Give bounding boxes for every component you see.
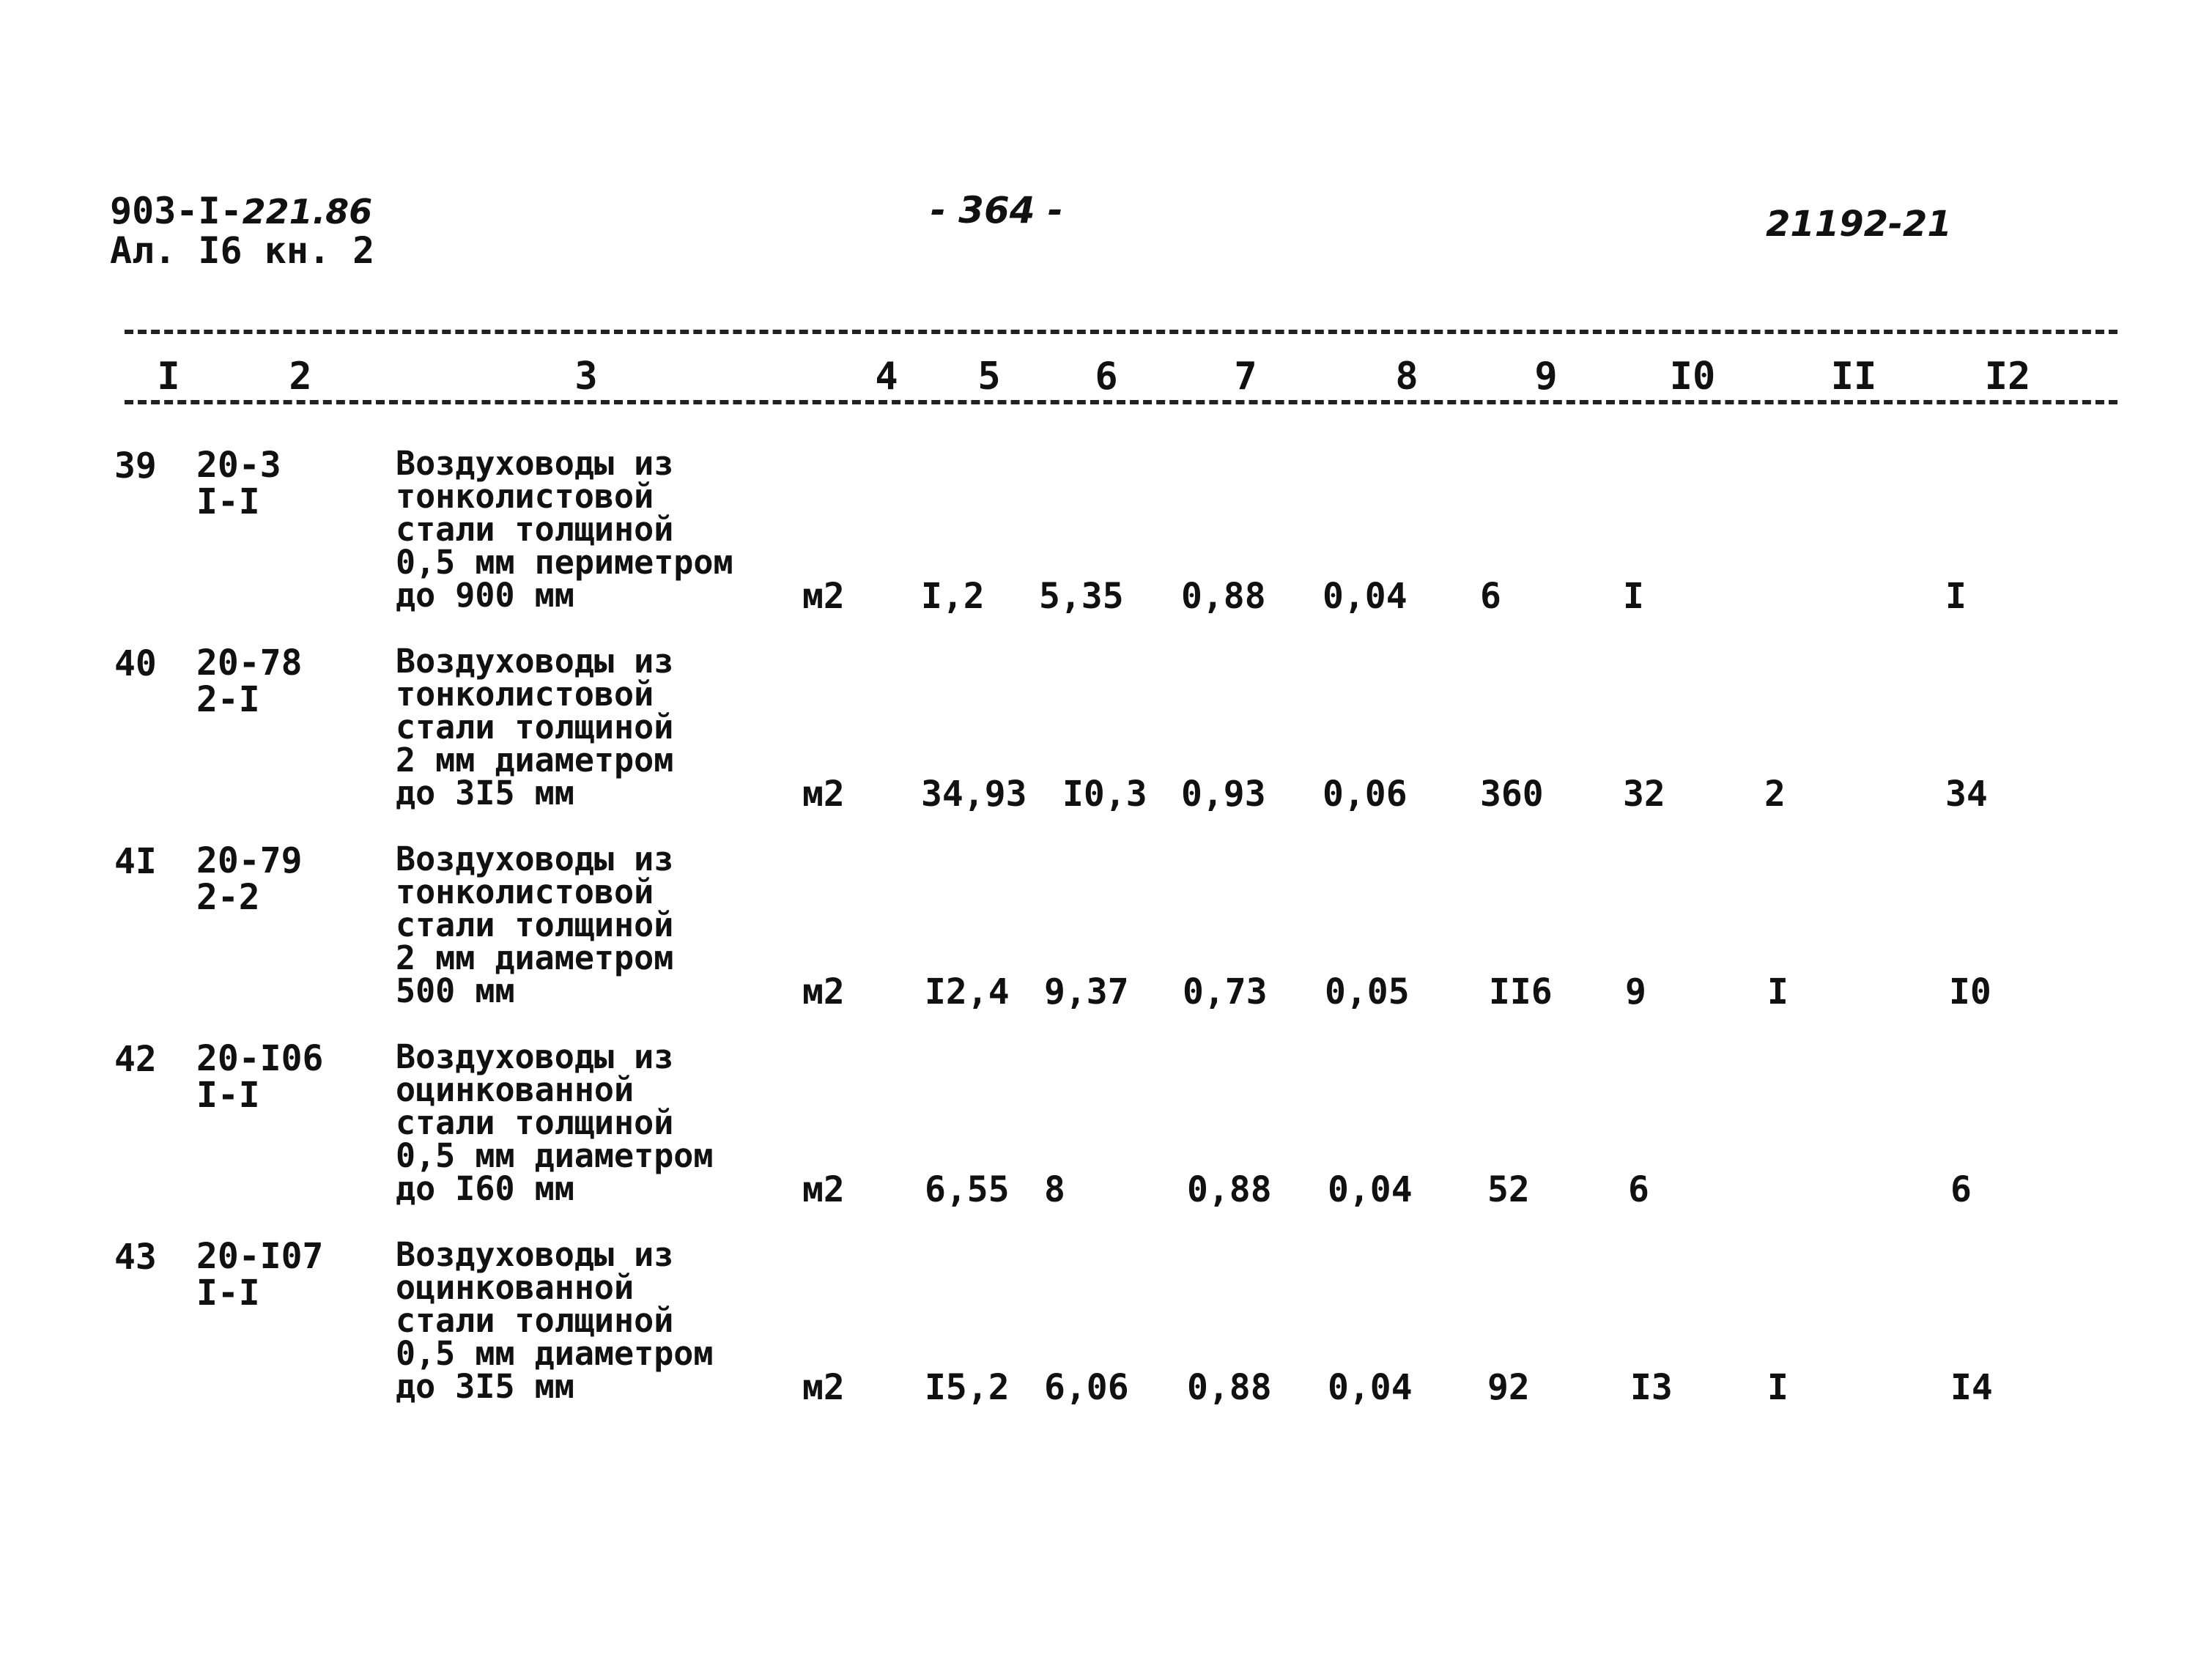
cell-col10: 9 <box>1625 971 1646 1012</box>
norm-code: 20-I07 I-I <box>196 1236 324 1314</box>
work-description: Воздуховоды из оцинкованной стали толщиной 0,5 мм диаметром до 3I5 мм <box>396 1235 714 1406</box>
cell-col12: 6 <box>1950 1169 1972 1210</box>
work-description: Воздуховоды из тонколистовой стали толщиной 2 мм диаметром 500 мм <box>396 840 674 1010</box>
cell-col7: 0,88 <box>1187 1169 1272 1210</box>
work-description: Воздуховоды из оцинкованной стали толщиной 0,5 мм диаметром до I60 мм <box>396 1037 714 1208</box>
archive-number: 21192-21 <box>1766 204 1952 245</box>
header-bottom-rule <box>125 400 2117 404</box>
cell-col12: I0 <box>1949 971 1991 1012</box>
cell-col5: 34,93 <box>921 774 1027 815</box>
table-row <box>0 1037 2212 1231</box>
cell-col6: 8 <box>1044 1169 1065 1210</box>
cell-col10: 32 <box>1623 774 1665 815</box>
cell-col9: 360 <box>1480 774 1544 815</box>
row-number: 42 <box>114 1039 157 1080</box>
cell-col10: I <box>1623 576 1644 617</box>
norm-code: 20-3 I-I <box>196 445 281 522</box>
cell-col12: I4 <box>1950 1367 1993 1408</box>
norm-code: 20-79 2-2 <box>196 840 303 918</box>
table-row <box>0 642 2212 835</box>
cell-col6: 5,35 <box>1039 576 1124 617</box>
cell-col9: 52 <box>1487 1169 1530 1210</box>
table-row <box>0 1235 2212 1429</box>
cell-col10: 6 <box>1628 1169 1649 1210</box>
document-code-prefix: 903-I- <box>110 190 243 232</box>
column-header-2: 2 <box>289 355 312 399</box>
cell-col5: I2,4 <box>925 971 1010 1012</box>
work-description: Воздуховоды из тонколистовой стали толщиной 0,5 мм периметром до 900 мм <box>396 444 733 615</box>
cell-col8: 0,04 <box>1323 576 1408 617</box>
cell-col7: 0,88 <box>1187 1367 1272 1408</box>
page-number: - 364 - <box>931 189 1063 232</box>
column-header-10: I0 <box>1669 355 1716 399</box>
cell-col6: I0,3 <box>1062 774 1147 815</box>
column-header-3: 3 <box>574 355 598 399</box>
unit: м2 <box>802 774 845 815</box>
column-header-12: I2 <box>1984 355 2031 399</box>
column-header-7: 7 <box>1234 355 1257 399</box>
column-header-8: 8 <box>1395 355 1418 399</box>
cell-col6: 9,37 <box>1044 971 1129 1012</box>
unit: м2 <box>802 971 845 1012</box>
unit: м2 <box>802 1169 845 1210</box>
cell-col5: I5,2 <box>925 1367 1010 1408</box>
cell-col9: II6 <box>1489 971 1553 1012</box>
cell-col10: I3 <box>1630 1367 1673 1408</box>
cell-col12: 34 <box>1945 774 1988 815</box>
cell-col8: 0,04 <box>1328 1169 1413 1210</box>
cell-col8: 0,04 <box>1328 1367 1413 1408</box>
cell-col8: 0,05 <box>1325 971 1410 1012</box>
column-header-6: 6 <box>1095 355 1118 399</box>
cell-col7: 0,93 <box>1181 774 1266 815</box>
norm-code: 20-I06 I-I <box>196 1038 324 1116</box>
row-number: 40 <box>114 643 157 684</box>
row-number: 43 <box>114 1237 157 1278</box>
unit: м2 <box>802 1367 845 1408</box>
column-header-4: 4 <box>875 355 898 399</box>
cell-col11: I <box>1767 971 1789 1012</box>
header-top-rule <box>125 330 2117 334</box>
document-code <box>110 192 372 231</box>
cell-col8: 0,06 <box>1323 774 1408 815</box>
cell-col5: I,2 <box>921 576 985 617</box>
cell-col7: 0,88 <box>1181 576 1266 617</box>
work-description: Воздуховоды из тонколистовой стали толщиной 2 мм диаметром до 3I5 мм <box>396 642 674 812</box>
row-number: 4I <box>114 841 157 882</box>
document-code-handwritten: 221.86 <box>242 192 373 232</box>
column-header-1: I <box>157 355 180 399</box>
unit: м2 <box>802 576 845 617</box>
cell-col9: 6 <box>1480 576 1501 617</box>
cell-col7: 0,73 <box>1183 971 1268 1012</box>
cell-col5: 6,55 <box>925 1169 1010 1210</box>
cell-col9: 92 <box>1487 1367 1530 1408</box>
column-header-9: 9 <box>1534 355 1558 399</box>
row-number: 39 <box>114 445 157 486</box>
cell-col11: I <box>1767 1367 1789 1408</box>
cell-col12: I <box>1945 576 1967 617</box>
column-header-11: II <box>1830 355 1877 399</box>
cell-col6: 6,06 <box>1044 1367 1129 1408</box>
norm-code: 20-78 2-I <box>196 642 303 720</box>
table-row <box>0 842 2212 1033</box>
table-row <box>0 444 2212 637</box>
cell-col11: 2 <box>1764 774 1786 815</box>
album-book-line: Ал. I6 кн. 2 <box>110 229 375 272</box>
column-header-5: 5 <box>977 355 1001 399</box>
